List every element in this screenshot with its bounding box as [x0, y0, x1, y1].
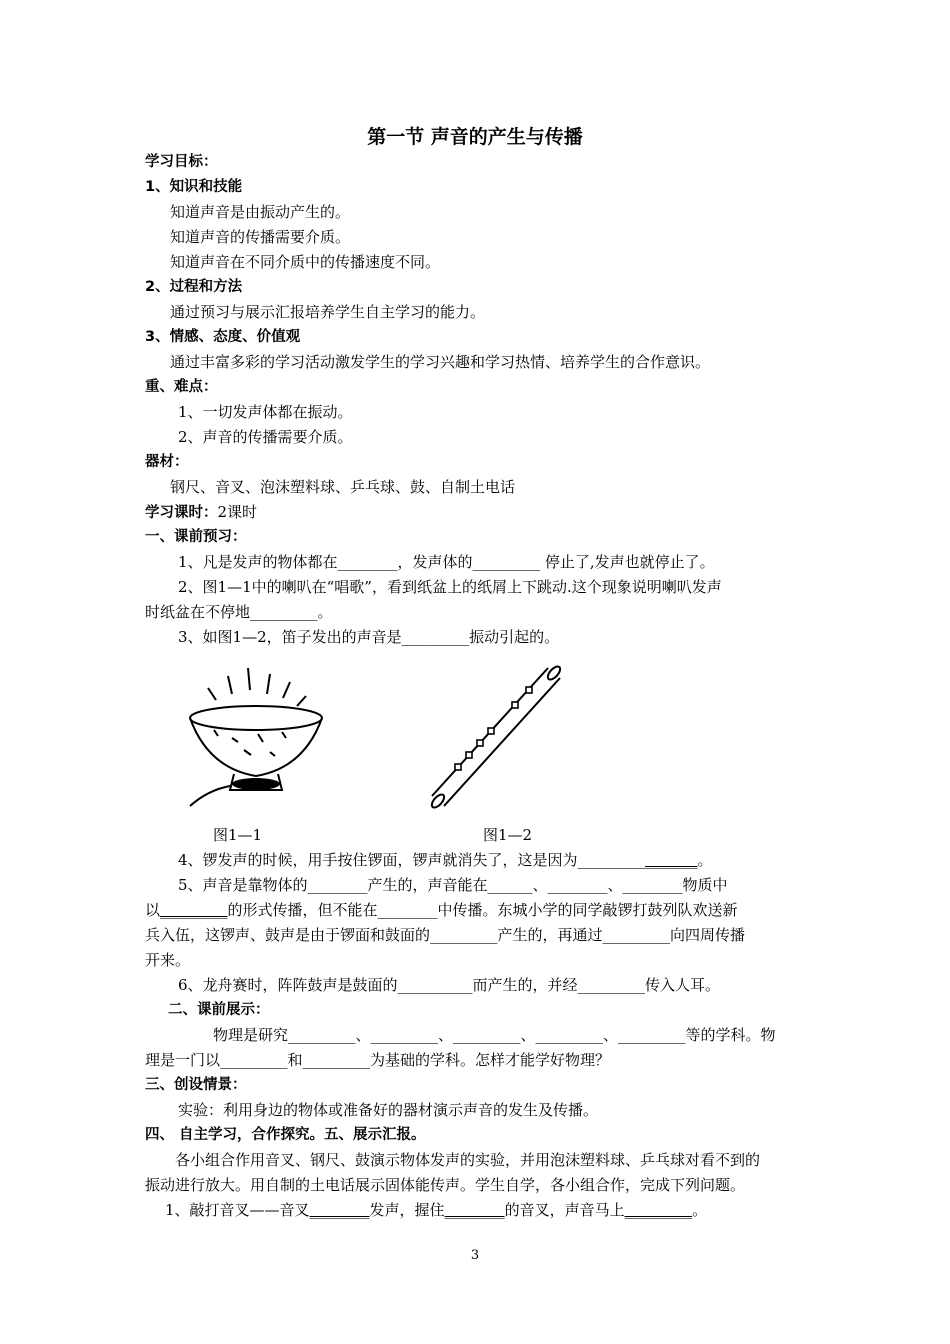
section-heading: 二、课前展示： [168, 1002, 270, 1018]
key-point-text: 2、声音的传播需要介质。 [178, 428, 353, 446]
objective-text: 知道声音是由振动产生的。 [170, 203, 351, 221]
equipment-text: 钢尺、音叉、泡沫塑料球、乒乓球、鼓、自制土电话 [170, 478, 516, 496]
question-text: 2、图1—1中的喇叭在“唱歌”，看到纸盆上的纸屑上下跳动.这个现象说明喇叭发声 [178, 578, 722, 596]
question-part: 发声，握住 [369, 1201, 445, 1219]
answer-blank: _______ [645, 851, 698, 869]
subsection-heading: 1、知识和技能 [145, 179, 243, 195]
objective-text: 知道声音在不同介质中的传播速度不同。 [170, 253, 441, 271]
question-text: 3、如图1—2，笛子发出的声音是_________振动引起的。 [178, 628, 560, 646]
question-text [165, 1198, 707, 1222]
question-part: 的形式传播，但不能在________中传播。东城小学的同学敲锣打鼓列队欢送新 [227, 901, 738, 919]
page-number: 3 [470, 1248, 480, 1263]
section-heading: 三、创设情景： [145, 1077, 247, 1093]
question-text: 开来。 [145, 951, 191, 969]
question-part: 。 [697, 851, 713, 869]
answer-blank: ________ [309, 1201, 370, 1219]
answer-blank: _________ [160, 901, 228, 919]
display-text: 理是一门以_________和_________为基础的学科。怎样才能学好物理？ [145, 1051, 611, 1069]
subsection-heading: 2、过程和方法 [145, 279, 243, 295]
section-heading: 学习目标： [145, 154, 218, 170]
question-part: 的音叉，声音马上 [504, 1201, 625, 1219]
scenario-text: 实验：利用身边的物体或准备好的器材演示声音的发生及传播。 [178, 1101, 599, 1119]
section-heading: 一、课前预习： [145, 529, 247, 545]
question-part: 。 [692, 1201, 708, 1219]
speaker-figure [178, 658, 338, 808]
figure-caption: 图1—2 [483, 826, 533, 844]
question-part: 以 [145, 901, 161, 919]
study-text: 各小组合作用音叉、钢尺、鼓演示物体发声的实验，并用泡沫塑料球、乒乓球对看不到的 [175, 1151, 761, 1169]
question-text: 5、声音是靠物体的________产生的，声音能在______、________、________物质中 [178, 876, 728, 894]
section-heading: 重、难点： [145, 379, 218, 395]
question-text [178, 848, 713, 872]
question-text [145, 898, 738, 922]
question-text: 1、凡是发声的物体都在________，发声体的_________ 停止了,发声也就停止了。 [178, 553, 715, 571]
section-heading: 器材： [145, 454, 189, 470]
study-text: 振动进行放大。用自制的土电话展示固体能传声。学生自学，各小组合作，完成下列问题。 [145, 1176, 746, 1194]
key-point-text: 1、一切发声体都在振动。 [178, 403, 353, 421]
lesson-hours [145, 500, 257, 525]
question-part: 4、锣发声的时候，用手按住锣面，锣声就消失了，这是因为_________ [178, 851, 646, 869]
question-text: 6、龙舟赛时，阵阵鼓声是鼓面的__________而产生的，并经_________传入人耳。 [178, 976, 721, 994]
answer-blank: _________ [624, 1201, 693, 1219]
lesson-hours-label: 学习课时： [145, 505, 218, 521]
question-part: 1、敲打音叉——音叉 [165, 1201, 310, 1219]
display-text: 物理是研究_________、_________、_________、_________、_________等的学科。物 [213, 1026, 776, 1044]
objective-text: 通过预习与展示汇报培养学生自主学习的能力。 [170, 303, 486, 321]
page-title: 第一节 声音的产生与传播 [367, 126, 583, 148]
question-text: 时纸盆在不停地_________。 [145, 603, 333, 621]
subsection-heading: 3、情感、态度、价值观 [145, 329, 301, 345]
answer-blank: ________ [444, 1201, 505, 1219]
lesson-hours-value: 2课时 [217, 503, 258, 521]
objective-text: 知道声音的传播需要介质。 [170, 228, 351, 246]
question-text: 兵入伍，这锣声、鼓声是由于锣面和鼓面的_________产生的，再通过_________向四周传播 [145, 926, 746, 944]
flute-figure [420, 660, 600, 810]
figure-caption: 图1—1 [213, 826, 263, 844]
objective-text: 通过丰富多彩的学习活动激发学生的学习兴趣和学习热情、培养学生的合作意识。 [170, 353, 711, 371]
section-heading: 四、 自主学习，合作探究。五、展示汇报。 [145, 1127, 426, 1143]
